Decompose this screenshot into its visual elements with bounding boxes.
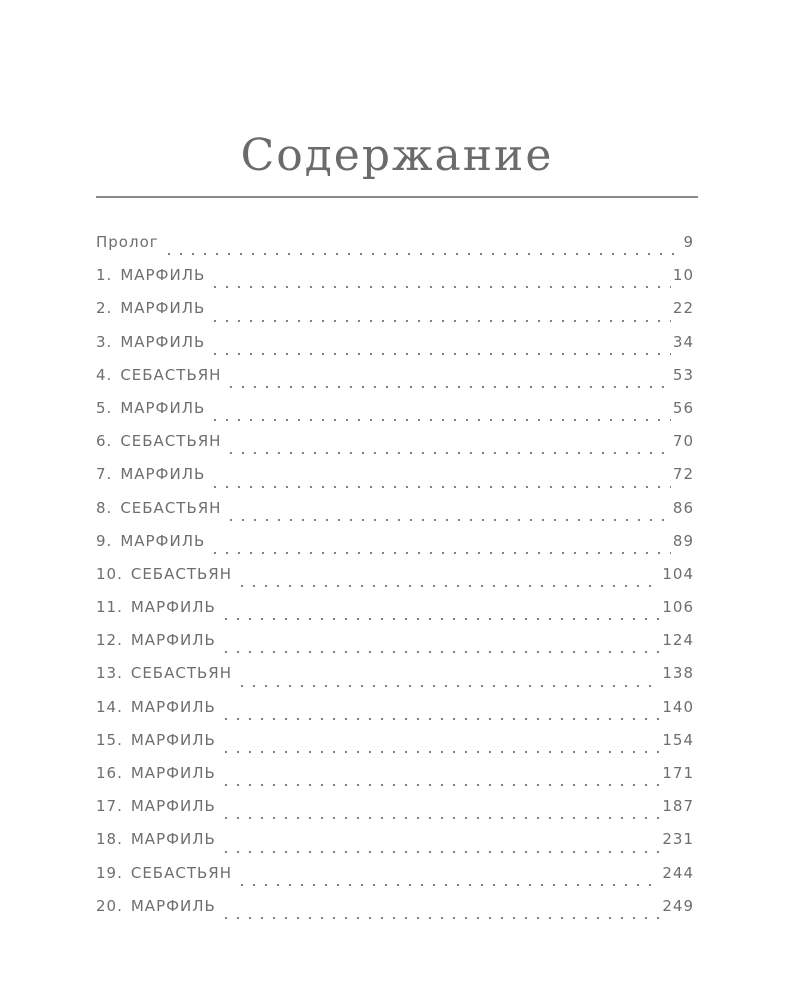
toc-entry-page-number: 34 [672,332,694,351]
dot-leader [220,851,661,853]
toc-entry-title [96,830,220,848]
dot-leader [163,253,682,255]
dot-leader [225,452,670,454]
toc-entry-title [96,399,209,417]
toc-entry-number: 18. [96,830,123,849]
toc-entry-label: Пролог [96,233,159,251]
toc-entry-number: 2. [96,299,113,318]
toc-entry[interactable] [96,897,694,930]
toc-entry-number: 8. [96,498,113,517]
dot-leader [220,718,661,720]
toc-entry-label: МАРФИЛЬ [130,730,216,749]
toc-entry-title [96,897,220,915]
toc-entry[interactable] [96,698,694,731]
toc-entry-label: МАРФИЛЬ [130,631,216,650]
toc-entry[interactable] [96,233,694,266]
toc-entry[interactable] [96,864,694,897]
toc-entry-label: СЕБАСТЬЯН [120,432,222,451]
dot-leader [220,618,661,620]
toc-entry-page-number: 10 [672,266,694,285]
toc-entry-title [96,432,225,450]
toc-entry-title [96,598,220,616]
toc-entry-title [96,764,220,782]
toc-entry-title [96,797,220,815]
toc-entry-title [96,333,209,351]
toc-entry-number: 3. [96,332,113,351]
toc-entry-number: 17. [96,797,123,816]
toc-entry-page-number: 86 [672,498,694,517]
toc-entry-title [96,532,209,550]
toc-entry-page-number: 72 [672,465,694,484]
toc-entry-label: МАРФИЛЬ [130,797,216,816]
toc-entry[interactable] [96,333,694,366]
toc-entry-page-number: 249 [662,896,694,915]
toc-entry-label: МАРФИЛЬ [130,896,216,915]
toc-entry[interactable] [96,499,694,532]
dot-leader [220,751,661,753]
toc-entry[interactable] [96,731,694,764]
toc-entry-page-number: 138 [662,664,694,683]
toc-entry-label: МАРФИЛЬ [120,531,206,550]
toc-entry-number: 5. [96,398,113,417]
toc-entry-label: МАРФИЛЬ [130,697,216,716]
toc-entry-title [96,366,225,384]
toc-entry-label: МАРФИЛЬ [120,465,206,484]
dot-leader [209,286,671,288]
toc-entry[interactable] [96,532,694,565]
dot-leader [209,353,671,355]
toc-entry-title [96,864,236,882]
dot-leader [236,685,660,687]
toc-entry-number: 4. [96,365,113,384]
toc-entry[interactable] [96,399,694,432]
toc-entry-title [96,698,220,716]
toc-entry-title [96,631,220,649]
toc-entry-label: МАРФИЛЬ [120,299,206,318]
toc-entry-page-number: 53 [672,365,694,384]
toc-entry-label: МАРФИЛЬ [130,830,216,849]
toc-entry[interactable] [96,565,694,598]
toc-entry-label: СЕБАСТЬЯН [130,863,232,882]
toc-list [96,233,694,930]
toc-entry[interactable] [96,598,694,631]
toc-entry[interactable] [96,266,694,299]
toc-entry-page-number: 154 [662,730,694,749]
toc-entry-label: МАРФИЛЬ [120,266,206,285]
dot-leader [225,386,670,388]
toc-entry-page-number: 89 [672,531,694,550]
toc-entry-page-number: 171 [662,764,694,782]
toc-entry-number: 20. [96,896,123,915]
dot-leader [220,651,661,653]
toc-entry-number: 16. [96,764,123,782]
title-divider [96,196,698,198]
toc-entry-title [96,731,220,749]
dot-leader [236,884,660,886]
toc-entry-label: СЕБАСТЬЯН [120,498,222,517]
toc-entry-title [96,233,163,251]
toc-entry[interactable] [96,631,694,664]
toc-entry-number: 19. [96,863,123,882]
toc-entry-page-number: 187 [662,797,694,816]
toc-entry-page-number: 104 [662,564,694,583]
toc-entry-number: 1. [96,266,113,285]
dot-leader [209,320,671,322]
dot-leader [225,519,670,521]
toc-entry-number: 9. [96,531,113,550]
toc-entry-page-number: 9 [683,233,694,251]
toc-entry-number: 12. [96,631,123,650]
toc-entry-label: СЕБАСТЬЯН [120,365,222,384]
dot-leader [220,784,661,786]
toc-entry-title [96,266,209,284]
dot-leader [220,917,661,919]
toc-entry-page-number: 56 [672,398,694,417]
toc-entry[interactable] [96,664,694,697]
toc-entry-page-number: 124 [662,631,694,650]
toc-entry-page-number: 70 [672,432,694,451]
toc-entry[interactable] [96,432,694,465]
toc-entry[interactable] [96,465,694,498]
toc-entry-title [96,664,236,682]
toc-entry[interactable] [96,366,694,399]
dot-leader [220,817,661,819]
toc-entry-page-number: 140 [662,697,694,716]
toc-entry[interactable] [96,764,694,797]
toc-entry-number: 13. [96,664,123,683]
toc-entry-number: 10. [96,564,123,583]
toc-entry-label: МАРФИЛЬ [120,332,206,351]
toc-entry-label: МАРФИЛЬ [130,764,216,782]
toc-entry-label: МАРФИЛЬ [130,598,216,617]
toc-entry-page-number: 231 [662,830,694,849]
toc-entry-title [96,299,209,317]
toc-entry-number: 15. [96,730,123,749]
toc-entry[interactable] [96,797,694,830]
toc-entry[interactable] [96,299,694,332]
toc-entry-page-number: 22 [672,299,694,318]
dot-leader [236,585,660,587]
toc-entry-label: СЕБАСТЬЯН [130,664,232,683]
toc-entry-title [96,499,225,517]
dot-leader [209,486,671,488]
toc-entry-number: 6. [96,432,113,451]
toc-entry-title [96,565,236,583]
toc-entry-label: СЕБАСТЬЯН [130,564,232,583]
dot-leader [209,552,671,554]
toc-entry-label: МАРФИЛЬ [120,398,206,417]
toc-entry-page-number: 106 [662,598,694,617]
page-title: Содержание [240,130,554,181]
toc-entry-page-number: 244 [662,863,694,882]
dot-leader [209,419,671,421]
toc-entry-number: 7. [96,465,113,484]
toc-entry-title [96,465,209,483]
toc-entry-number: 11. [96,598,123,617]
toc-entry[interactable] [96,830,694,863]
toc-entry-number: 14. [96,697,123,716]
